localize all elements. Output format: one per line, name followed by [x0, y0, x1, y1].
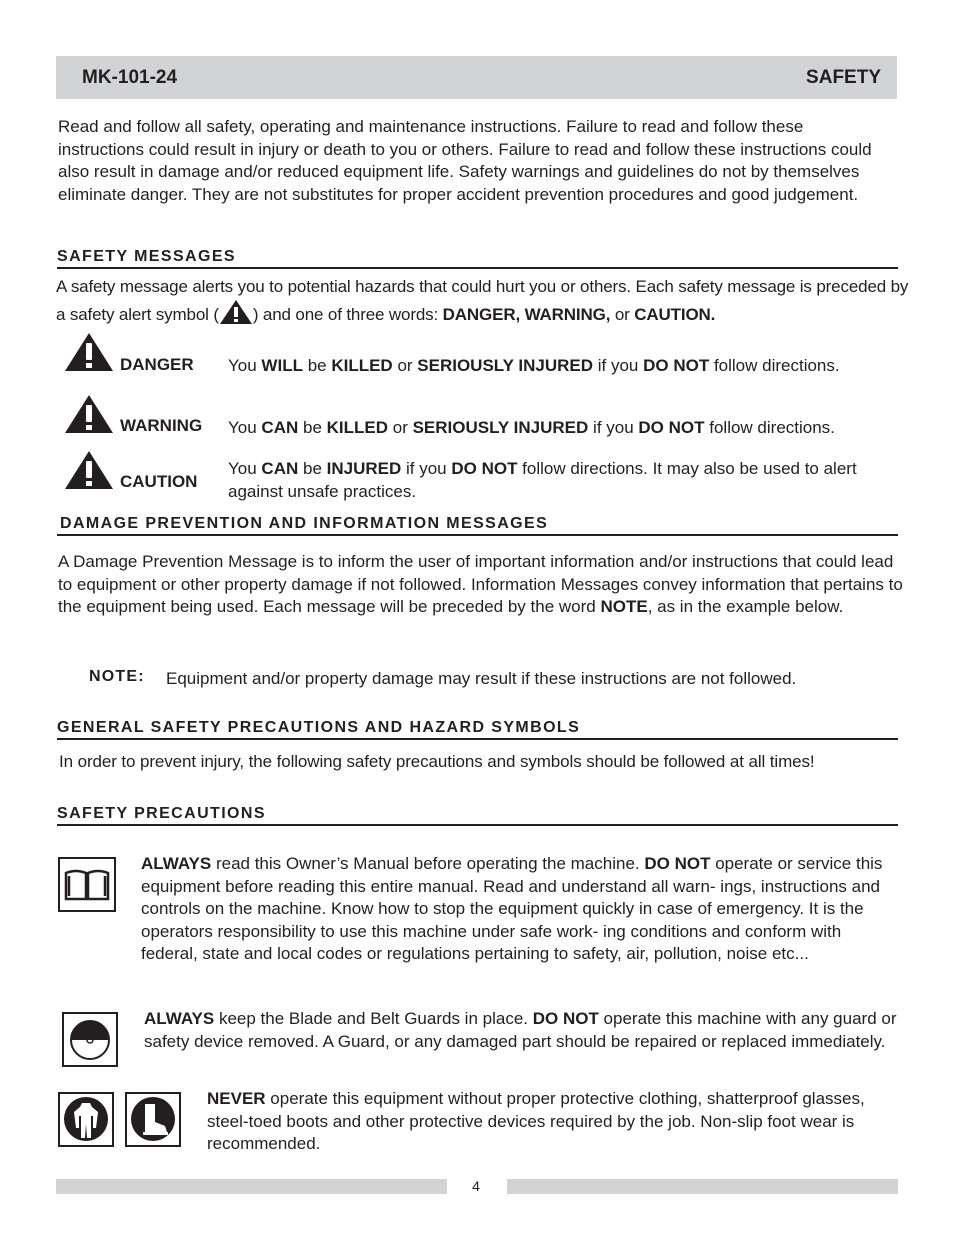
- precaution-1-t2: operate or service this equipment before reading this entire manual. Read and understand all warn- ings, instructions and controls on the machine. Know how to stop the equipment quickly in case of emergency. It is the operators responsibility to use this machine under safe work- ing conditions and conform with federal, state and local codes or regulations pertaining to safety, air, pollution, noise etc...: [141, 854, 883, 963]
- note-label: NOTE:: [89, 668, 145, 685]
- general-precautions-text: In order to prevent injury, the following safety precautions and symbols should be followed at all times!: [59, 752, 815, 771]
- caution-t1: You: [228, 459, 262, 478]
- safety-precautions-heading: SAFETY PRECAUTIONS: [57, 805, 898, 826]
- caution-bold: CAUTION.: [634, 304, 716, 324]
- danger-t3: or: [392, 356, 418, 375]
- danger-warning-icon: [64, 332, 114, 372]
- caution-t3: if you: [401, 459, 452, 478]
- signal-words-bold: DANGER, WARNING,: [442, 304, 611, 324]
- warning-b1: CAN: [261, 418, 299, 437]
- safety-messages-heading: SAFETY MESSAGES: [57, 248, 898, 269]
- damage-prevention-heading: DAMAGE PREVENTION AND INFORMATION MESSAGES: [57, 515, 898, 536]
- danger-b3: SERIOUSLY INJURED: [417, 356, 594, 375]
- danger-b4: DO NOT: [643, 356, 710, 375]
- warning-b2: KILLED: [326, 418, 389, 437]
- protective-clothing-icon: [58, 1092, 114, 1147]
- warning-b3: SERIOUSLY INJURED: [412, 418, 589, 437]
- precaution-3-lead: NEVER: [207, 1089, 266, 1108]
- general-precautions-heading: GENERAL SAFETY PRECAUTIONS AND HAZARD SYMBOLS: [57, 719, 898, 740]
- manual-icon: [58, 857, 116, 912]
- precaution-2-t2: operate this machine with any guard or safety device removed. A Guard, or any damaged part should be repaired or replaced immediately.: [144, 1009, 897, 1051]
- precaution-clothing-text: [207, 1088, 907, 1156]
- warning-t3: or: [388, 418, 413, 437]
- caution-text: [228, 457, 908, 503]
- caution-b2: INJURED: [326, 459, 402, 478]
- safety-messages-paragraph: [56, 276, 911, 326]
- note-text: Equipment and/or property damage may result if these instructions are not followed.: [166, 669, 797, 688]
- danger-t1: You: [228, 356, 262, 375]
- precaution-2-t1: keep the Blade and Belt Guards in place.: [214, 1009, 533, 1028]
- caution-t4: follow directions. It may also be used to alert against unsafe practices.: [228, 459, 857, 501]
- warning-t5: follow directions.: [704, 418, 835, 437]
- caution-b1: CAN: [261, 459, 299, 478]
- warning-label: WARNING: [120, 416, 203, 435]
- warning-b4: DO NOT: [638, 418, 705, 437]
- page-number: 4: [472, 1178, 480, 1194]
- caution-label: CAUTION: [120, 472, 198, 491]
- warning-icon: [64, 394, 114, 434]
- precaution-manual-text: [141, 853, 891, 966]
- safety-boots-icon: [125, 1092, 181, 1147]
- model-number: MK-101-24: [82, 66, 178, 88]
- damage-text-end: , as in the example below.: [647, 597, 844, 616]
- safety-alert-icon: [219, 299, 253, 325]
- footer-bar-right: [507, 1179, 898, 1194]
- warning-t2: be: [298, 418, 327, 437]
- precaution-guard-text: [144, 1008, 904, 1053]
- note-word: NOTE: [600, 597, 648, 616]
- damage-text: A Damage Prevention Message is to inform the user of important information and/or instructions that could lead to equipment or other property damage if not followed. Information Messages convey information that pertains to the equipment being used. Each message will be preceded by the word: [58, 552, 903, 616]
- precaution-2-b2: DO NOT: [532, 1009, 599, 1028]
- danger-b2: KILLED: [331, 356, 393, 375]
- precaution-1-lead: ALWAYS: [141, 854, 212, 873]
- page-header: [56, 56, 897, 99]
- section-title: SAFETY: [806, 66, 881, 88]
- warning-text: [228, 416, 908, 439]
- blade-guard-icon: [62, 1012, 118, 1067]
- caution-b3: DO NOT: [451, 459, 518, 478]
- warning-t1: You: [228, 418, 262, 437]
- safety-messages-text: A safety message alerts you to potential hazards that could hurt you or others. Each safety message is preceded by a safety alert symbol (: [56, 277, 909, 324]
- warning-t4: if you: [588, 418, 639, 437]
- precaution-1-t1: read this Owner’s Manual before operating the machine.: [211, 854, 645, 873]
- precaution-1-b2: DO NOT: [644, 854, 711, 873]
- danger-t2: be: [302, 356, 332, 375]
- caution-t2: be: [298, 459, 327, 478]
- danger-t4: if you: [593, 356, 644, 375]
- danger-t5: follow directions.: [709, 356, 840, 375]
- intro-paragraph: Read and follow all safety, operating and maintenance instructions. Failure to read and follow these instructions could result in injury or death to you or others. Failure to read and follow these instructions could also result in damage and/or reduced equipment life. Safety warnings and guidelines do not by themselves eliminate danger. They are not substitutes for proper accident prevention procedures and good judgement.: [58, 117, 872, 204]
- danger-b1: WILL: [261, 356, 303, 375]
- caution-icon: [64, 450, 114, 490]
- danger-label: DANGER: [120, 355, 194, 374]
- damage-prevention-paragraph: [58, 551, 908, 619]
- or-text: or: [610, 304, 635, 324]
- footer-bar-left: [56, 1179, 447, 1194]
- safety-messages-text-2: ) and one of three words:: [252, 304, 443, 324]
- danger-text: [228, 354, 908, 377]
- precaution-3-t1: operate this equipment without proper protective clothing, shatterproof glasses, steel-toed boots and other protective devices required by the job. Non-slip foot wear is recommended.: [207, 1089, 865, 1153]
- precaution-2-lead: ALWAYS: [144, 1009, 215, 1028]
